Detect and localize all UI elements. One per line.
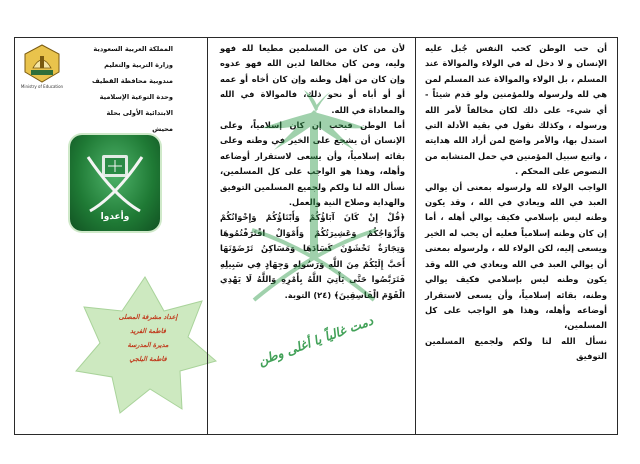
emblem-caption: وأعدوا <box>100 212 130 222</box>
right-body-text: أن حب الوطن كحب النفس جُبل عليه الإنسان و لا دخل له في الولاء والموالاة عند المسلم ، بل الولاء والموالاة عند المسلم لمن هي لله ولرسوله وللمؤمنين ولو قدم شيئاً - أي شيء- على ذلك لكان مخالفاً لأمر الله ورسوله ، وكذلك نقول في بقية الأدلة التي استدل بها، والأمر واضح لمن أراد الله هدايته ، واتبع سبيل المؤمنين في حمل المتشابه من النصوص على المحكم . الواجب الولاء لله ولرسوله بمعنى أن يوالي العبد في الله ويعادي في الله ، وقد يكون وطنه ليس بإسلامي فكيف يوالي أهله ، أما إن كان وطنه إسلامياً فعليه أن يحب له الخير ويسعى إليه، لكن الولاء لله ، ولرسوله بمعنى أن يوالي العبد في الله ويعادي في الله وقد يكون وطنه ليس بإسلامي فكيف يوالي وطنه، بقائه إسلامياً، وأن يسعى لاستقرار أوضاعه وأهله، وهذا هو الواجب على كل المسلمين، نسأل الله لنا ولكم ولجميع المسلمين التوفيق <box>425 43 607 362</box>
header-line: المملكة العربية السعودية <box>93 45 173 53</box>
header-line: وحدة التوعية الإسلامية <box>99 93 173 101</box>
credit-line: إعداد مشرفة المصلى <box>118 313 178 321</box>
school-header <box>89 41 173 137</box>
credit-line: مديرة المدرسة <box>127 341 169 349</box>
right-text-panel <box>416 37 618 435</box>
header-line: وزارة التربية والتعليم <box>104 61 173 69</box>
svg-text:Ministry of Education: Ministry of Education <box>21 84 63 89</box>
cover-panel <box>14 37 207 435</box>
credit-line: فاطمة الفريد <box>130 327 166 335</box>
slogan-watermark: دمت غالياً يا أغلى وطن <box>256 312 375 369</box>
header-line: الابتدائية الأولى بحلة محيش <box>106 109 173 133</box>
middle-body-text: لأن من كان من المسلمين مطيعا لله فهو وليه، ومن كان مخالفا لدين الله فهو عدوه وإن كان من أهل وطنه وإن كان أخاه أو عمه أو أو أباه أو نحو ذلك، فالموالاة في الله والمعاداة في الله. أما الوطن فيحب إن كان إسلامياً، وعلى الإنسان أن يشجع على الخير في وطنه وعلى بقائه إسلامياً، وأن يسعى لاستقرار أوضاعه وأهله، وهذا هو الواجب على كل المسلمين، نسأل الله لنا ولكم ولجميع المسلمين التوفيق والهداية وصلاح النية والعمل. ﴿قُلْ إِنْ كَانَ آبَاؤُكُمْ وَأَبْنَاؤُكُمْ وَإِخْوَانُكُمْ وَأَزْوَاجُكُمْ وَعَشِيرَتُكُمْ وَأَمْوَالٌ اقْتَرَفْتُمُوهَا وَتِجَارَةٌ تَخْشَوْنَ كَسَادَهَا وَمَسَاكِنُ تَرْضَوْنَهَا أَحَبَّ إِلَيْكُمْ مِنَ اللَّهِ وَرَسُولِهِ وَجِهَادٍ فِي سَبِيلِهِ فَتَرَبَّصُوا حَتَّى يَأْتِيَ اللَّهُ بِأَمْرِهِ وَاللَّهُ لَا يَهْدِي الْقَوْمَ الْفَاسِقِينَ﴾ (٢٤) التوبة. <box>220 43 405 300</box>
credits <box>100 310 196 366</box>
green-emblem <box>70 135 160 231</box>
middle-text-panel <box>207 37 416 435</box>
credit-line: فاطمة البلجي <box>129 355 167 363</box>
ministry-crest-icon <box>21 42 63 90</box>
header-line: مندوبية محافظة القطيف <box>92 77 173 85</box>
